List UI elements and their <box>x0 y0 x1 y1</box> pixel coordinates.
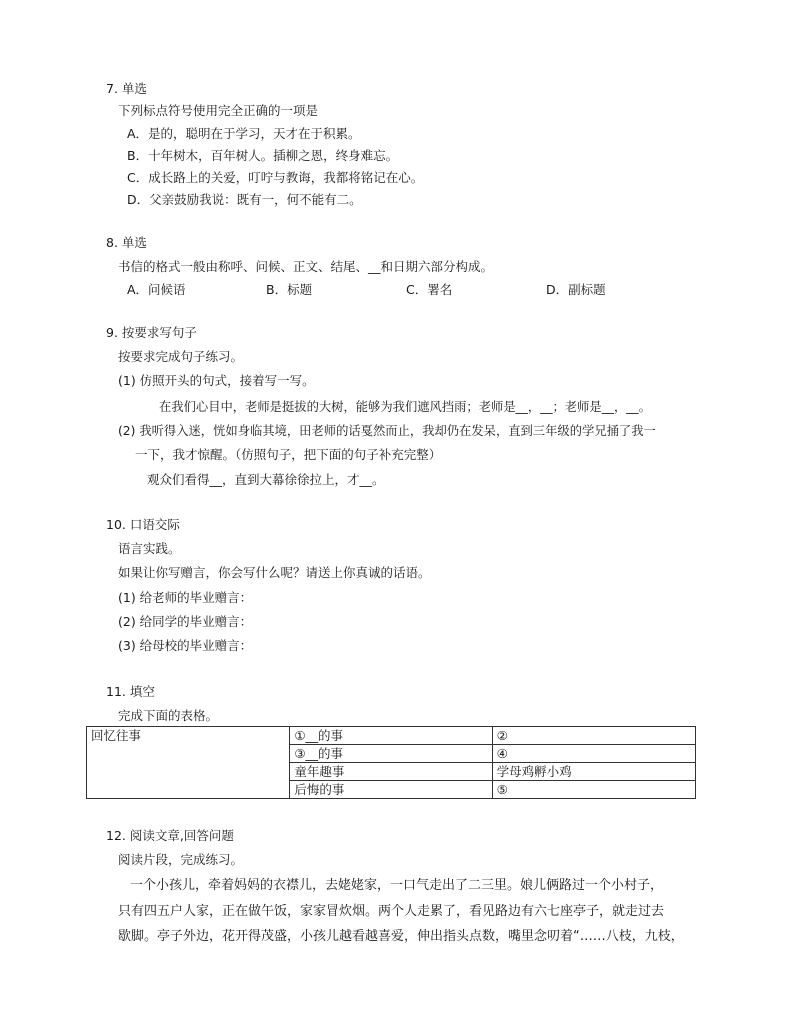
q7-option-a: A．是的，聪明在于学习，天才在于积累。 <box>127 126 361 141</box>
q11-stem: 完成下面的表格。 <box>118 708 219 723</box>
q10-heading: 10. 口语交际 <box>106 517 180 532</box>
q8-option-b: B．标题 <box>266 282 313 297</box>
table-cell: ④ <box>492 745 695 763</box>
q9-sub1: (1) 仿照开头的句式，接着写一写。 <box>118 373 315 388</box>
memory-table <box>86 726 696 799</box>
q12-heading: 12. 阅读文章,回答问题 <box>106 828 234 843</box>
q11-heading: 11. 填空 <box>106 684 155 699</box>
q7-stem: 下列标点符号使用完全正确的一项是 <box>118 103 319 118</box>
table-cell: 后悔的事 <box>290 781 492 799</box>
q9-sub2-line1: (2) 我听得入迷，恍如身临其境，田老师的话戛然而止，我却仍在发呆，直到三年级的学兄捅了我一 <box>118 424 656 438</box>
table-cell: 学母鸡孵小鸡 <box>492 763 695 781</box>
q8-option-d: D．副标题 <box>546 282 606 297</box>
q7-option-d: D．父亲鼓励我说：既有一，何不能有二。 <box>127 192 362 207</box>
q9-sub2-sentence: 观众们看得__，直到大幕徐徐拉上，才__。 <box>147 472 385 487</box>
table-cell: ①__的事 <box>290 727 492 745</box>
table-cell: ③__的事 <box>290 745 492 763</box>
q12-paragraph-line-1: 一个小孩儿，牵着妈妈的衣襟儿，去姥姥家，一口气走出了二三里。娘儿俩路过一个小村子， <box>130 878 664 893</box>
q9-stem: 按要求完成句子练习。 <box>118 349 244 364</box>
table-cell: 童年趣事 <box>290 763 492 781</box>
q8-option-c: C．署名 <box>406 282 453 297</box>
q10-item-3: (3) 给母校的毕业赠言： <box>118 638 253 653</box>
q9-sub2-line2: 一下，我才惊醒。（仿照句子，把下面的句子补充完整） <box>135 447 442 462</box>
q7-option-b: B．十年树木，百年树人。插柳之恩，终身难忘。 <box>127 148 399 163</box>
table-cell: ② <box>492 727 695 745</box>
q9-sub1-sentence: 在我们心目中，老师是挺拔的大树，能够为我们遮风挡雨；老师是__，__；老师是__，__。 <box>159 400 651 414</box>
q8-option-a: A．问候语 <box>127 282 186 297</box>
q12-paragraph-line-3: 歇脚。亭子外边，花开得茂盛，小孩儿越看越喜爱，伸出指头点数，嘴里念叨着“……八枝，九枝， <box>118 929 684 944</box>
q12-paragraph-line-2: 只有四五户人家，正在做午饭，家家冒炊烟。两个人走累了，看见路边有六七座亭子，就走过去 <box>118 904 665 919</box>
table-label-cell: 回忆往事 <box>87 727 290 799</box>
q12-stem: 阅读片段，完成练习。 <box>118 852 244 867</box>
q7-option-c: C．成长路上的关爱，叮咛与教诲，我都将铭记在心。 <box>127 170 424 185</box>
q8-stem: 书信的格式一般由称呼、问候、正文、结尾、__和日期六部分构成。 <box>118 259 494 274</box>
q10-item-2: (2) 给同学的毕业赠言： <box>118 614 253 629</box>
q7-heading: 7. 单选 <box>106 81 147 96</box>
q10-item-1: (1) 给老师的毕业赠言： <box>118 590 253 605</box>
q8-heading: 8. 单选 <box>106 235 147 250</box>
table-cell: ⑤ <box>492 781 695 799</box>
q10-stem1: 语言实践。 <box>118 541 181 556</box>
table-row <box>87 727 696 745</box>
q10-stem2: 如果让你写赠言，你会写什么呢？请送上你真诚的话语。 <box>118 565 431 580</box>
q9-heading: 9. 按要求写句子 <box>106 325 197 340</box>
